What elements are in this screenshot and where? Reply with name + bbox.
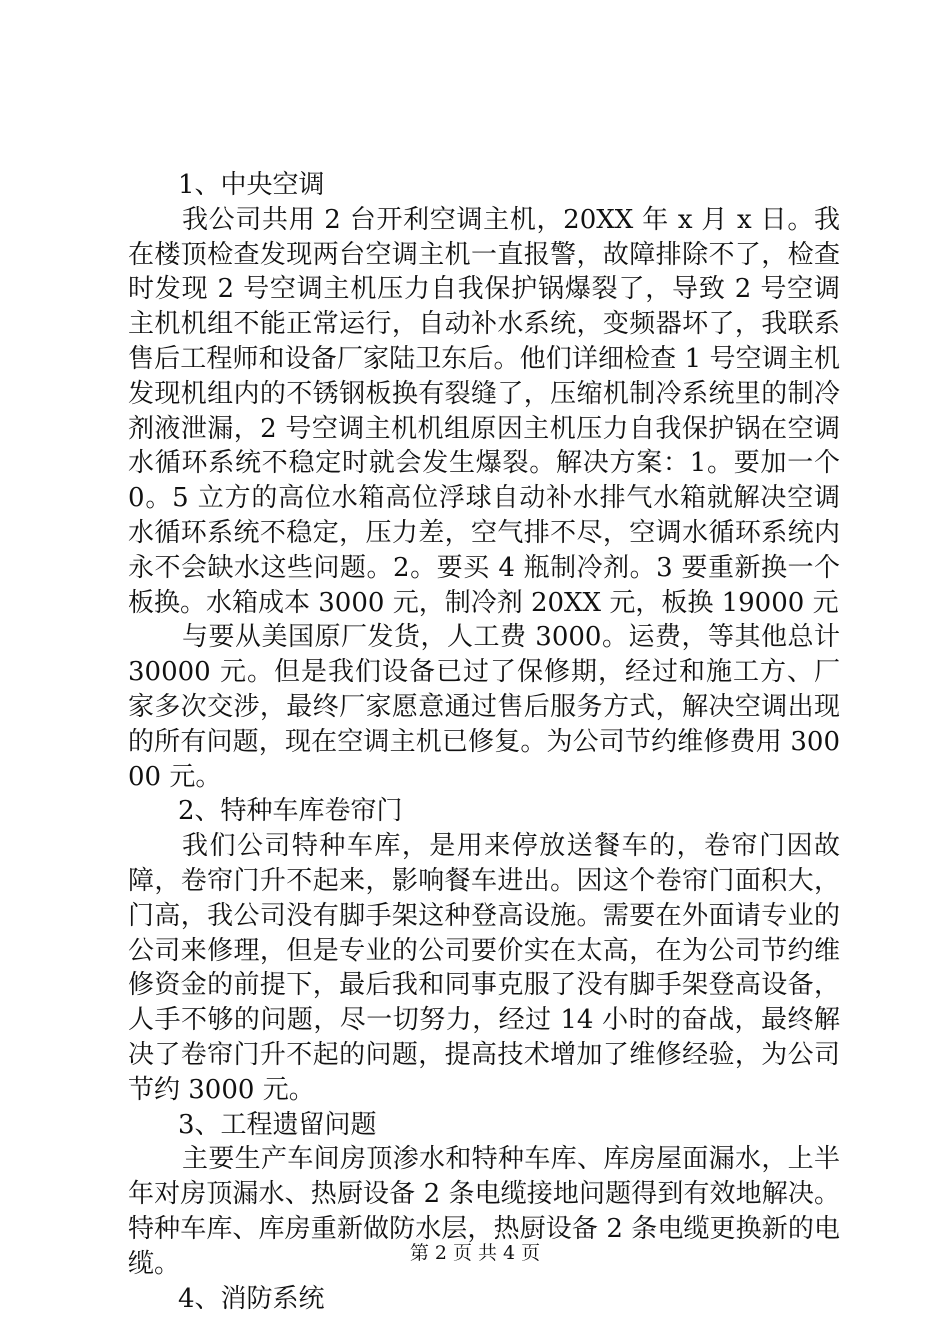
section-3-paragraph-1: 主要生产车间房顶渗水和特种车库、库房屋面漏水，上半年对房顶漏水、热厨设备 2 条电缆接地问题得到有效地解决。特种车库、库房重新做防水层，热厨设备 2 条电缆更换新的电缆。 [128,1144,840,1279]
section-heading-1: 1、中央空调 [178,170,325,200]
section-heading-2: 2、特种车库卷帘门 [178,796,403,827]
section-1-paragraph-1: 我公司共用 2 台开利空调主机，20XX 年 x 月 x 日。我在楼顶检查发现两台空调主机一直报警，故障排除不了，检查时发现 2 号空调主机压力自我保护锅爆裂了，导致 2 号空调主机机组不能正常运行，自动补水系统，变频器坏了，我联系售后工程师和设备厂家陆卫东后。他们详细检查 1 号空调主机发现机组内的不锈钢板换有裂缝了，压缩机制冷系统里的制冷剂液泄漏，2 号空调主机机组原因主机压力自我保护锅在空调水循环系统不稳定时就会发生爆裂。解决方案：1。要加一个 0。5 立方的高位水箱高位浮球自动补水排气水箱就解决空调水循环系统不稳定，压力差，空气排不尽，空调水循环系统内永不会缺水这些问题。2。要买 4 瓶制冷剂。3 要重新换一个板换。水箱成本 3000 元，制冷剂 20XX 元，板换 19000 元 [128,204,840,618]
section-2-paragraph-1: 我们公司特种车库，是用来停放送餐车的，卷帘门因故障，卷帘门升不起来，影响餐车进出。因这个卷帘门面积大，门高，我公司没有脚手架这种登高设施。需要在外面请专业的公司来修理，但是专业的公司要价实在太高，在为公司节约维修资金的前提下，最后我和同事克服了没有脚手架登高设备，人手不够的问题，尽一切努力，经过 14 小时的奋战，最终解决了卷帘门升不起的问题，提高技术增加了维修经验，为公司节约 3000 元。 [128,831,840,1105]
page-footer: 第 2 页 共 4 页 [409,1242,541,1264]
section-heading-3: 3、工程遗留问题 [178,1109,377,1140]
section-1-paragraph-2: 与要从美国原厂发货，人工费 3000。运费，等其他总计 30000 元。但是我们设备已过了保修期，经过和施工方、厂家多次交涉，最终厂家愿意通过售后服务方式，解决空调出现的所有问题，现在空调主机已修复。为公司节约维修费用 30000 元。 [128,622,840,792]
document-body [128,168,840,1316]
section-heading-4: 4、消防系统 [178,1283,325,1314]
